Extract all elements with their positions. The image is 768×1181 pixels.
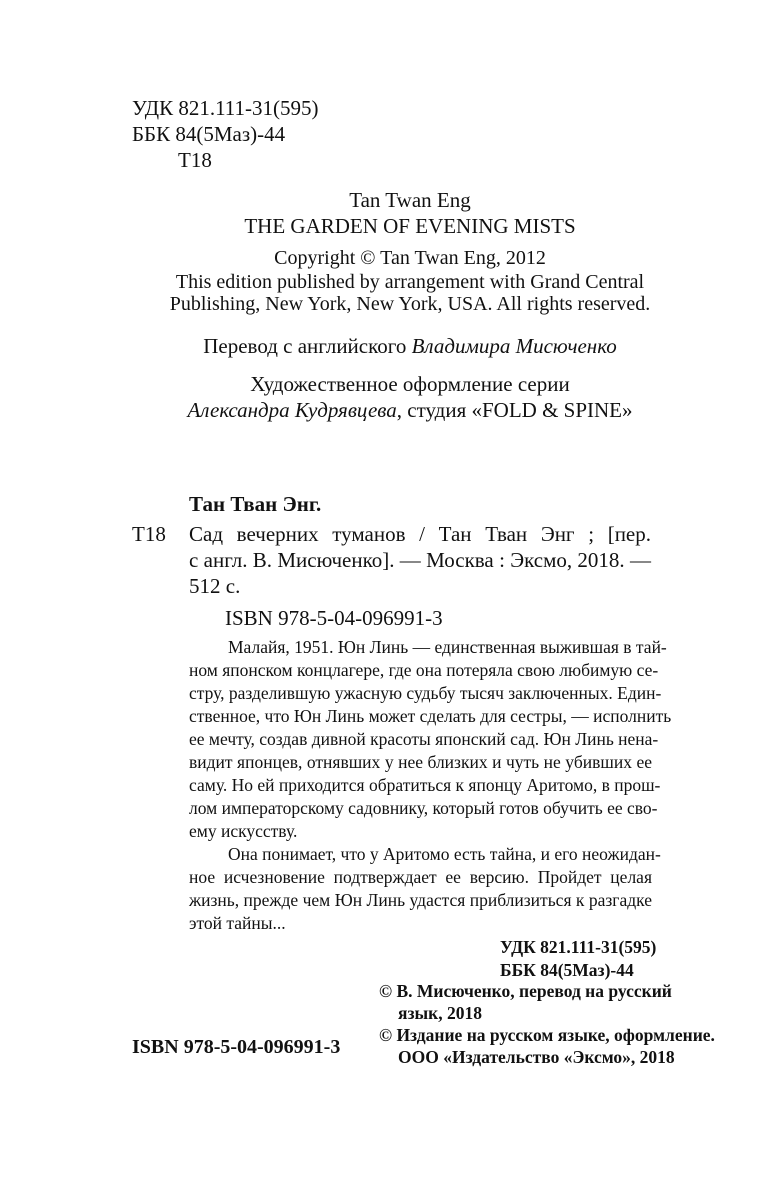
annotation-line: саму. Но ей приходится обратиться к японцу Аритомо, в прош- [189, 775, 661, 795]
catalog-mark: Т18 [132, 522, 166, 546]
author-mark: Т18 [178, 148, 212, 172]
designer-name: Александра Кудрявцева [187, 398, 397, 422]
translation-prefix: Перевод с английского [203, 334, 412, 358]
original-author: Tan Twan Eng [349, 188, 471, 212]
copyright-line: This edition published by arrangement with Grand Central [175, 271, 645, 293]
design-credit [150, 398, 670, 423]
annotation-line: видит японцев, отнявших у нее близких и чуть не убивших ее [189, 752, 652, 772]
copyright-line: Copyright © Tan Twan Eng, 2012 [274, 247, 546, 269]
annotation-line: жизнь, прежде чем Юн Линь удастся приблизиться к разгадке [189, 890, 652, 910]
annotation-line: ственное, что Юн Линь может сделать для сестры, — исполнить [189, 706, 672, 726]
annotation-line: ное исчезновение подтверждает ее версию. Пройдет целая [189, 867, 652, 887]
design-credit-line: Художественное оформление серии [250, 372, 570, 396]
annotation-line: ему искусству. [189, 821, 298, 841]
catalog-author-heading: Тан Тван Энг. [189, 492, 322, 516]
design-studio: , студия «FOLD & SPINE» [396, 398, 633, 422]
copyright-translation: © В. Мисюченко, перевод на русский [379, 981, 672, 1001]
annotation-line: ном японском концлагере, где она потеряла свою любимую се- [189, 660, 659, 680]
catalog-entry-line: Сад вечерних туманов / Тан Тван Энг ; [пер. [189, 522, 651, 546]
annotation-line: Она понимает, что у Аритомо есть тайна, и его неожидан- [228, 844, 661, 864]
bottom-isbn: ISBN 978-5-04-096991-3 [132, 1036, 341, 1058]
copyright-translation-year: язык, 2018 [398, 1003, 482, 1023]
udk-code: УДК 821.111-31(595) [132, 96, 319, 120]
annotation-line: лом императорскому садовнику, который готов обучить ее сво- [189, 798, 658, 818]
bbk-code: ББК 84(5Маз)-44 [132, 122, 286, 146]
translator-name: Владимира Мисюченко [411, 334, 617, 358]
annotation-line: Малайя, 1951. Юн Линь — единственная выжившая в тай- [228, 637, 667, 657]
catalog-isbn: ISBN 978-5-04-096991-3 [225, 606, 443, 630]
annotation-line: стру, разделившую ужасную судьбу тысяч заключенных. Един- [189, 683, 662, 703]
annotation-line: этой тайны... [189, 913, 286, 933]
copyright-edition: © Издание на русском языке, оформление. [379, 1025, 715, 1045]
original-title: THE GARDEN OF EVENING MISTS [244, 214, 576, 238]
bottom-bbk-code: ББК 84(5Маз)-44 [500, 960, 634, 980]
annotation-line: ее мечту, создав дивной красоты японский сад. Юн Линь нена- [189, 729, 659, 749]
translation-credit [150, 334, 670, 359]
catalog-entry-line: 512 с. [189, 574, 241, 598]
catalog-entry-line: с англ. В. Мисюченко]. — Москва : Эксмо, 2018. — [189, 548, 651, 572]
copyright-publisher: ООО «Издательство «Эксмо», 2018 [398, 1047, 675, 1067]
copyright-line: Publishing, New York, New York, USA. All rights reserved. [169, 293, 651, 315]
bottom-udk-code: УДК 821.111-31(595) [500, 937, 657, 957]
